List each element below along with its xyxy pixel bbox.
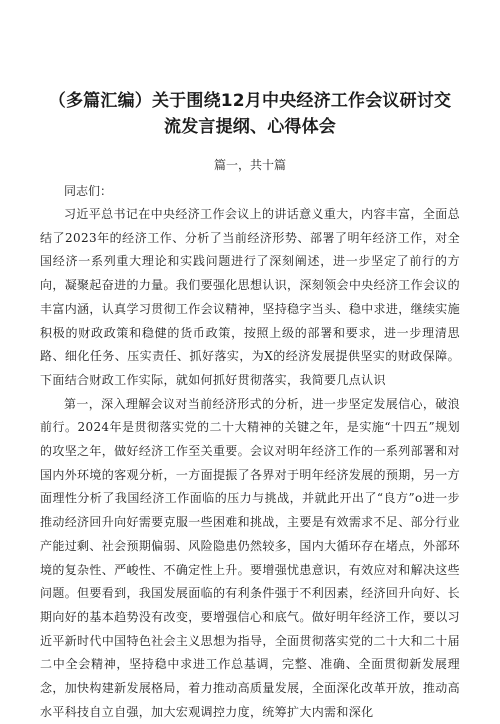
document-title-line-2: 流发言提纲、心得体会 xyxy=(164,117,336,137)
document-title xyxy=(40,88,460,140)
body-paragraph-2: 第一，深入理解会议对当前经济形式的分析，进一步坚定发展信心，破浪前行。2024年是贯彻落实党的二十大精神的关键之年，是实施“十四五”规划的攻坚之年，做好经济工作至关重要。会议对明年经济工作的一系列部署和对国内外环境的客观分析，一方面提振了各界对于明年经济发展的预期，另一方面理性分析了我国经济工作面临的压力与挑战，并就此开出了“良方”o进一步推动经济回升向好需要克服一些困难和挑战，主要是有效需求不足、部分行业产能过剩、社会预期偏弱、风险隐患仍然较多，国内大循环存在堵点，外部环境的复杂性、严峻性、不确定性上升。要增强忧患意识，有效应对和解决这些问题。但要看到，我国发展面临的有利条件强于不利因素，经济回升向好、长期向好的基本趋势没有改变，要增强信心和底气。做好明年经济工作，要以习近平新时代中国特色社会主义思想为指导，全面贯彻落实党的二十大和二十届二中全会精神，坚持稳中求进工作总基调，完整、准确、全面贯彻新发展理念，加快构建新发展格局，着力推动高质量发展，全面深化改革开放，推动高水平科技自立自强，加大宏观调控力度，统筹扩大内需和深化 xyxy=(40,396,460,719)
section-heading: 篇一，共十篇 xyxy=(213,158,286,172)
salutation: 同志们： xyxy=(64,184,113,198)
body-paragraph-1: 习近平总书记在中央经济工作会议上的讲话意义重大，内容丰富，全面总结了2023年的经济工作、分析了当前经济形势、部署了明年经济工作，对全国经济一系列重大理论和实践问题进行了深刻阐述，进一步坚定了前行的方向，凝聚起奋进的力量。我们要强化思想认识，深刻领会中央经济工作会议的丰富内涵，认真学习贯彻工作会议精神，坚持稳字当头、稳中求进，继续实施积极的财政政策和稳健的货币政策，按照上级的部署和要求，进一步理清思路、细化任务、压实责任、抓好落实，为X的经济发展提供坚实的财政保障。下面结合财政工作实际，就如何抓好贯彻落实，我简要几点认识 xyxy=(40,207,460,387)
document-title-line-1: （多篇汇编）关于围绕12月中央经济工作会议研讨交 xyxy=(48,91,452,111)
